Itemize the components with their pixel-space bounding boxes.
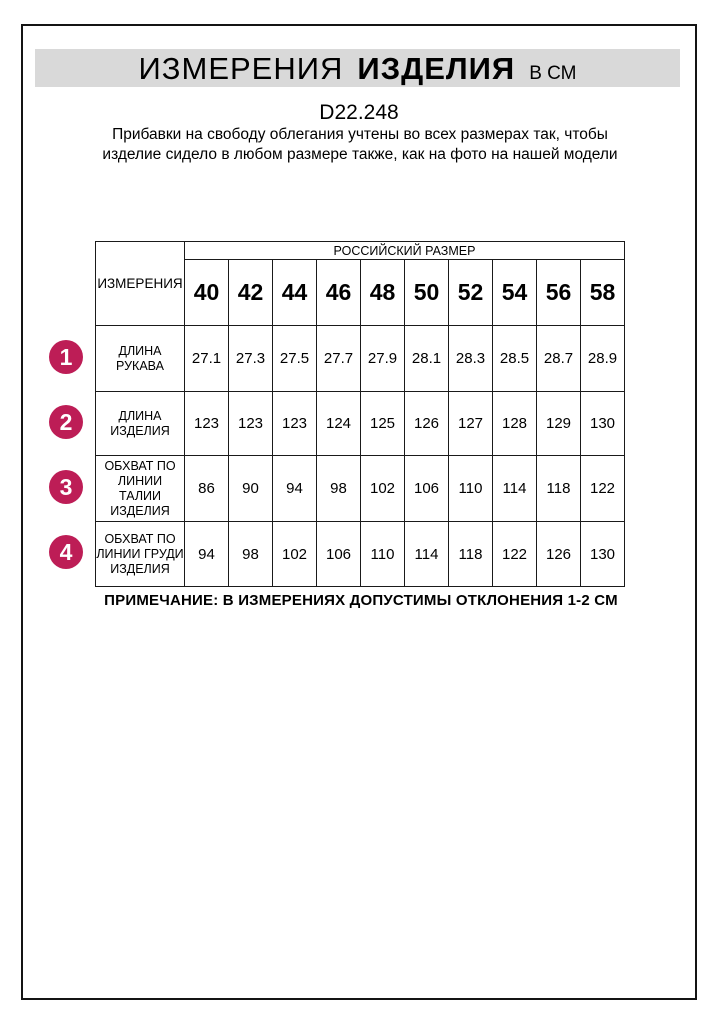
size-header: 58 (581, 260, 625, 326)
measurement-value: 27.9 (361, 326, 405, 392)
tolerance-note: ПРИМЕЧАНИЕ: В ИЗМЕРЕНИЯХ ДОПУСТИМЫ ОТКЛОНЕНИЯ 1-2 СМ (104, 592, 618, 609)
size-header: 42 (229, 260, 273, 326)
row-marker-2: 2 (49, 405, 83, 439)
table-row (96, 522, 625, 587)
measurement-value: 106 (405, 456, 449, 522)
size-header: 48 (361, 260, 405, 326)
measurement-value: 123 (229, 392, 273, 456)
measurement-label: ДЛИНА ИЗДЕЛИЯ (96, 392, 185, 456)
measurement-value: 123 (273, 392, 317, 456)
measurement-value: 122 (493, 522, 537, 587)
measurement-value: 110 (449, 456, 493, 522)
measurement-value: 130 (581, 392, 625, 456)
measurement-value: 118 (449, 522, 493, 587)
measurement-value: 118 (537, 456, 581, 522)
measurement-value: 94 (273, 456, 317, 522)
measurement-value: 110 (361, 522, 405, 587)
table-row (96, 326, 625, 392)
measurement-value: 28.5 (493, 326, 537, 392)
measurement-label: ДЛИНА РУКАВА (96, 326, 185, 392)
size-header: 44 (273, 260, 317, 326)
measurement-value: 129 (537, 392, 581, 456)
page-frame (21, 24, 697, 1000)
measurement-value: 130 (581, 522, 625, 587)
measurement-value: 122 (581, 456, 625, 522)
table-row (96, 392, 625, 456)
measurement-value: 27.3 (229, 326, 273, 392)
size-header: 46 (317, 260, 361, 326)
measurement-value: 102 (361, 456, 405, 522)
measurement-value: 98 (317, 456, 361, 522)
measurement-value: 86 (185, 456, 229, 522)
row-marker-1: 1 (49, 340, 83, 374)
measurement-value: 98 (229, 522, 273, 587)
size-header: 56 (537, 260, 581, 326)
measurement-value: 126 (405, 392, 449, 456)
measurement-value: 114 (405, 522, 449, 587)
page-title-product: ИЗДЕЛИЯ (357, 51, 516, 86)
measurement-value: 123 (185, 392, 229, 456)
measurement-value: 28.1 (405, 326, 449, 392)
row-marker-3: 3 (49, 470, 83, 504)
row-marker-4: 4 (49, 535, 83, 569)
measurement-value: 27.1 (185, 326, 229, 392)
page-title-units: В СМ (529, 63, 577, 84)
measurement-value: 126 (537, 522, 581, 587)
size-header: 50 (405, 260, 449, 326)
measurement-label: ОБХВАТ ПО ЛИНИИ ГРУДИ ИЗДЕЛИЯ (96, 522, 185, 587)
corner-header-cell: ИЗМЕРЕНИЯ (96, 242, 185, 326)
page-title-measurements: ИЗМЕРЕНИЯ (138, 51, 344, 86)
measurement-value: 125 (361, 392, 405, 456)
size-group-header-cell: РОССИЙСКИЙ РАЗМЕР (185, 242, 625, 260)
table-row (96, 242, 625, 260)
title-bar (35, 49, 680, 87)
model-code: D22.248 (319, 101, 399, 124)
measurement-value: 127 (449, 392, 493, 456)
measurement-value: 114 (493, 456, 537, 522)
measurement-value: 94 (185, 522, 229, 587)
measurement-value: 28.7 (537, 326, 581, 392)
measurement-value: 106 (317, 522, 361, 587)
measurement-value: 124 (317, 392, 361, 456)
size-header: 40 (185, 260, 229, 326)
measurement-label: ОБХВАТ ПО ЛИНИИ ТАЛИИ ИЗДЕЛИЯ (96, 456, 185, 522)
size-header: 54 (493, 260, 537, 326)
measurement-value: 28.9 (581, 326, 625, 392)
measurement-value: 90 (229, 456, 273, 522)
measurements-table (95, 241, 625, 587)
size-header: 52 (449, 260, 493, 326)
measurement-value: 128 (493, 392, 537, 456)
measurement-value: 27.5 (273, 326, 317, 392)
measurement-value: 102 (273, 522, 317, 587)
measurement-value: 27.7 (317, 326, 361, 392)
table-row (96, 456, 625, 522)
fit-description: Прибавки на свободу облегания учтены во всех размерах так, чтобы изделие сидело в любом размере также, как на фото на нашей модели (102, 126, 618, 163)
measurement-value: 28.3 (449, 326, 493, 392)
